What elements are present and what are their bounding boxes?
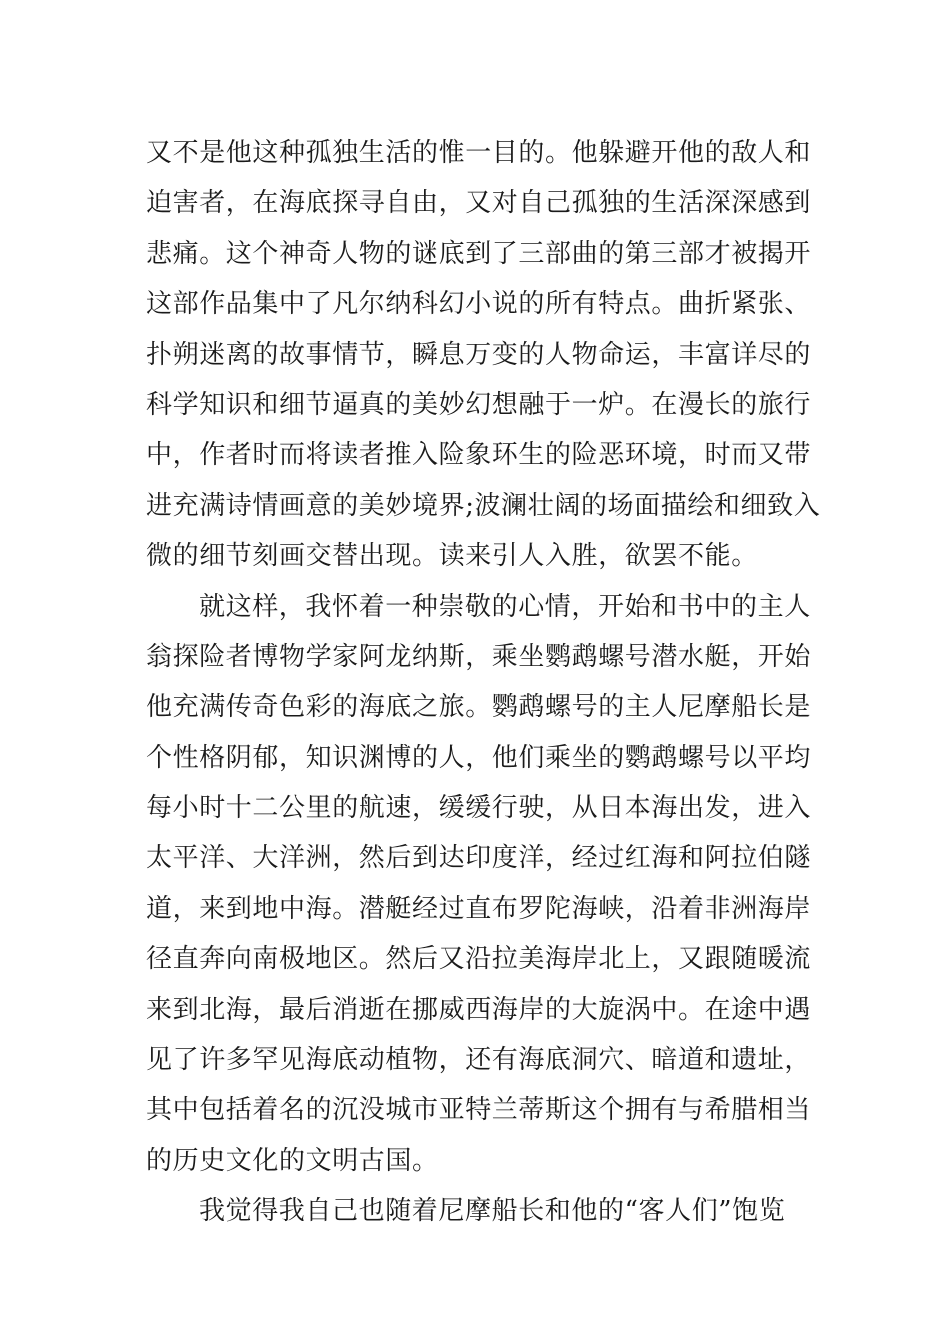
text-line-16: 道，来到地中海。潜艇经过直布罗陀海峡，沿着非洲海岸 (146, 893, 812, 924)
paragraph-start-line-2: 我觉得我自己也随着尼摩船长和他的“客人们”饱览 (199, 1196, 786, 1227)
text-line-3: 悲痛。这个神奇人物的谜底到了三部曲的第三部才被揭开 (146, 238, 812, 269)
text-line-5: 扑朔迷离的故事情节，瞬息万变的人物命运，丰富详尽的 (146, 339, 812, 370)
text-line-19: 见了许多罕见海底动植物，还有海底洞穴、暗道和遗址， (146, 1045, 812, 1076)
text-line-8: 进充满诗情画意的美妙境界;波澜壮阔的场面描绘和细致入 (146, 490, 821, 521)
text-line-4: 这部作品集中了凡尔纳科幻小说的所有特点。曲折紧张、 (146, 289, 812, 320)
text-line-15: 太平洋、大洋洲，然后到达印度洋，经过红海和阿拉伯隧 (146, 843, 812, 874)
paragraph-start-line: 就这样，我怀着一种崇敬的心情，开始和书中的主人 (199, 591, 811, 622)
text-line-11: 翁探险者博物学家阿龙纳斯，乘坐鹦鹉螺号潜水艇，开始 (146, 641, 812, 672)
text-line-13: 个性格阴郁，知识渊博的人，他们乘坐的鹦鹉螺号以平均 (146, 742, 812, 773)
text-line-18: 来到北海，最后消逝在挪威西海岸的大旋涡中。在途中遇 (146, 994, 812, 1025)
body-text (146, 128, 821, 1237)
text-line-12: 他充满传奇色彩的海底之旅。鹦鹉螺号的主人尼摩船长是 (146, 692, 812, 723)
text-line-1: 又不是他这种孤独生活的惟一目的。他躲避开他的敌人和 (146, 138, 812, 168)
text-line-2: 迫害者，在海底探寻自由，又对自己孤独的生活深深感到 (146, 188, 812, 219)
text-line-7: 中，作者时而将读者推入险象环生的险恶环境，时而又带 (146, 440, 812, 471)
text-line-9: 微的细节刻画交替出现。读来引人入胜，欲罢不能。 (146, 541, 758, 572)
text-line-20: 其中包括着名的沉没城市亚特兰蒂斯这个拥有与希腊相当 (146, 1095, 812, 1126)
text-line-6: 科学知识和细节逼真的美妙幻想融于一炉。在漫长的旅行 (146, 389, 812, 420)
text-line-21: 的历史文化的文明古国。 (146, 1145, 439, 1176)
text-line-17: 径直奔向南极地区。然后又沿拉美海岸北上，又跟随暖流 (146, 944, 812, 975)
text-line-14: 每小时十二公里的航速，缓缓行驶，从日本海出发，进入 (146, 793, 812, 824)
